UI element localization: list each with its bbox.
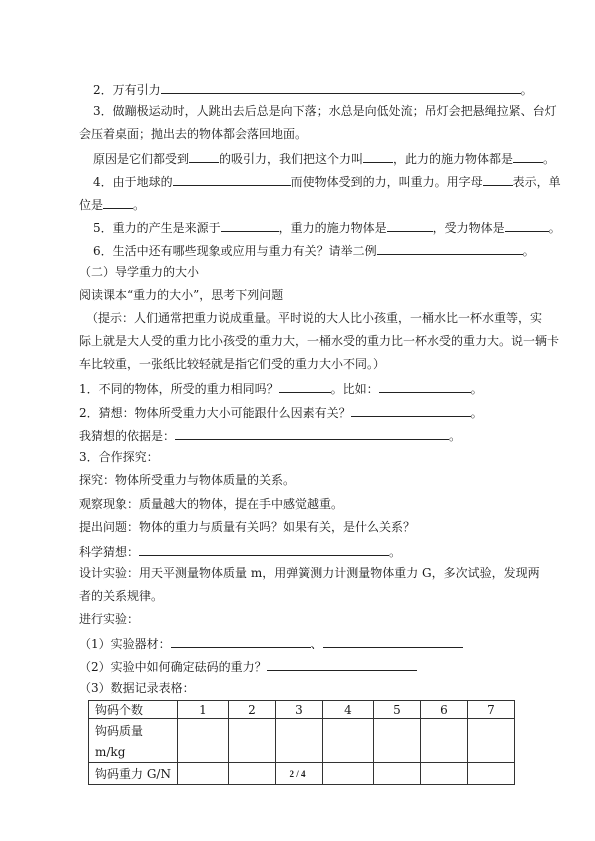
text: ，重力的施力物体是	[278, 221, 387, 235]
column-header: 5	[374, 701, 421, 719]
observe-text: 观察现象：质量越大的物体，提在手中感觉越重。	[79, 497, 344, 511]
answer-blank[interactable]	[221, 219, 279, 232]
item-6-line	[93, 242, 535, 258]
text: 。	[470, 406, 483, 420]
column-header: 1	[178, 701, 229, 719]
table-cell[interactable]	[421, 719, 468, 763]
item-2-line	[93, 81, 533, 97]
item-4-line-2	[79, 196, 145, 212]
explore-text: 探究：物体所受重力与物体质量的关系。	[79, 473, 296, 487]
row-label-line: 钩码质量	[95, 724, 144, 738]
column-header: 3	[276, 701, 323, 719]
table-caption: （3）数据记录表格：	[79, 681, 195, 695]
text: 。	[133, 198, 146, 212]
text: （1）实验器材：	[79, 637, 171, 651]
answer-blank[interactable]	[351, 404, 471, 417]
table-cell[interactable]	[276, 719, 323, 763]
text: 。	[522, 244, 535, 258]
text: 位是	[79, 198, 104, 212]
text: 、	[310, 637, 323, 651]
answer-blank[interactable]	[267, 658, 417, 671]
row-label-line: m/kg	[95, 745, 126, 759]
equipment-line	[79, 635, 463, 651]
guess-basis	[79, 427, 461, 443]
question-text: 提出问题：物体的重力与质量有关吗？如果有关，是什么关系？	[79, 520, 416, 534]
text: 。	[449, 429, 462, 443]
answer-blank[interactable]	[379, 380, 471, 393]
hint-line-3: 车比较重，一张纸比较轻就是指它们受的重力大小不同。）	[79, 357, 386, 371]
column-header: 2	[229, 701, 276, 719]
column-header: 4	[323, 701, 374, 719]
column-header: 7	[468, 701, 515, 719]
conduct-text: 进行实验：	[79, 612, 140, 626]
design-line-1: 设计实验：用天平测量物体质量 m，用弹簧测力计测量物体重力 G，多次试验，发现两	[79, 566, 540, 580]
question-1	[79, 380, 483, 396]
answer-blank[interactable]	[513, 150, 543, 163]
weight-question-line	[79, 658, 417, 674]
answer-blank[interactable]	[161, 81, 521, 94]
table-cell[interactable]	[374, 719, 421, 763]
text: 的吸引力，我们把这个力叫	[219, 152, 364, 166]
table-cell[interactable]	[229, 719, 276, 763]
text: （2）实验中如何确定砝码的重力？	[79, 660, 267, 674]
hint-line-2: 际上就是大人受的重力比小孩受的重力大，一桶水受的重力比一杯水受的重力大。说一辆卡	[79, 334, 560, 348]
text: 。	[548, 221, 561, 235]
item-4-line-1	[93, 173, 561, 189]
answer-blank[interactable]	[483, 173, 513, 186]
text: ，此力的施力物体都是	[393, 152, 514, 166]
text: 原因是它们都受到	[93, 152, 190, 166]
item-2-text: 2．万有引力	[93, 83, 161, 97]
question-3: 3．合作探究：	[79, 450, 159, 464]
row-label-mass	[89, 719, 178, 763]
section-heading: （二）导学重力的大小	[79, 265, 200, 279]
text: 4．由于地球的	[93, 175, 173, 189]
item-3-line-3	[93, 150, 555, 166]
header-label: 钩码个数	[89, 701, 178, 719]
answer-blank[interactable]	[323, 635, 463, 648]
text: 2．猜想：物体所受重力大小可能跟什么因素有关？	[79, 406, 351, 420]
answer-blank[interactable]	[103, 196, 133, 209]
table-cell[interactable]	[468, 719, 515, 763]
answer-blank[interactable]	[173, 173, 291, 186]
item-3-line-2: 会压着桌面；抛出去的物体都会落回地面。	[79, 127, 308, 141]
design-line-2: 者的关系规律。	[79, 589, 164, 603]
text: 。比如：	[330, 382, 379, 396]
text: 。	[389, 545, 402, 559]
table-row	[89, 701, 515, 719]
reading-instruction: 阅读课本“重力的大小”，思考下列问题	[79, 288, 284, 302]
table-cell[interactable]	[323, 719, 374, 763]
item-3-line-1: 3．做蹦极运动时，人跳出去后总是向下落；水总是向低处流；吊灯会把悬绳拉紧、台灯	[93, 104, 557, 118]
answer-blank[interactable]	[279, 380, 331, 393]
column-header: 6	[421, 701, 468, 719]
text: 1．不同的物体，所受的重力相同吗？	[79, 382, 279, 396]
punct: 。	[520, 83, 533, 97]
row-label-weight: 钩码重力 G/N	[89, 763, 178, 785]
text: 我猜想的依据是：	[79, 429, 176, 443]
page-number: 2 / 4	[289, 769, 306, 779]
item-5-line	[93, 219, 561, 235]
text: 6．生活中还有哪些现象或应用与重力有关？请举二例	[93, 244, 377, 258]
answer-blank[interactable]	[175, 427, 449, 440]
answer-blank[interactable]	[387, 219, 433, 232]
question-2	[79, 404, 483, 420]
answer-blank[interactable]	[171, 635, 311, 648]
hypothesis-line	[79, 543, 401, 559]
text: 。	[470, 382, 483, 396]
text: 5．重力的产生是来源于	[93, 221, 221, 235]
hint-line-1: （提示：人们通常把重力说成重量。平时说的大人比小孩重，一桶水比一杯水重等，实	[86, 311, 543, 325]
answer-blank[interactable]	[139, 543, 389, 556]
text: 而使物体受到的力，叫重力。用字母	[290, 175, 483, 189]
text: 。	[543, 152, 556, 166]
text: ，受力物体是	[432, 221, 505, 235]
answer-blank[interactable]	[189, 150, 219, 163]
table-row	[89, 719, 515, 763]
answer-blank[interactable]	[505, 219, 549, 232]
answer-blank[interactable]	[377, 242, 523, 255]
text: 科学猜想：	[79, 545, 140, 559]
table-cell[interactable]	[178, 719, 229, 763]
answer-blank[interactable]	[363, 150, 393, 163]
text: 表示，单	[512, 175, 561, 189]
